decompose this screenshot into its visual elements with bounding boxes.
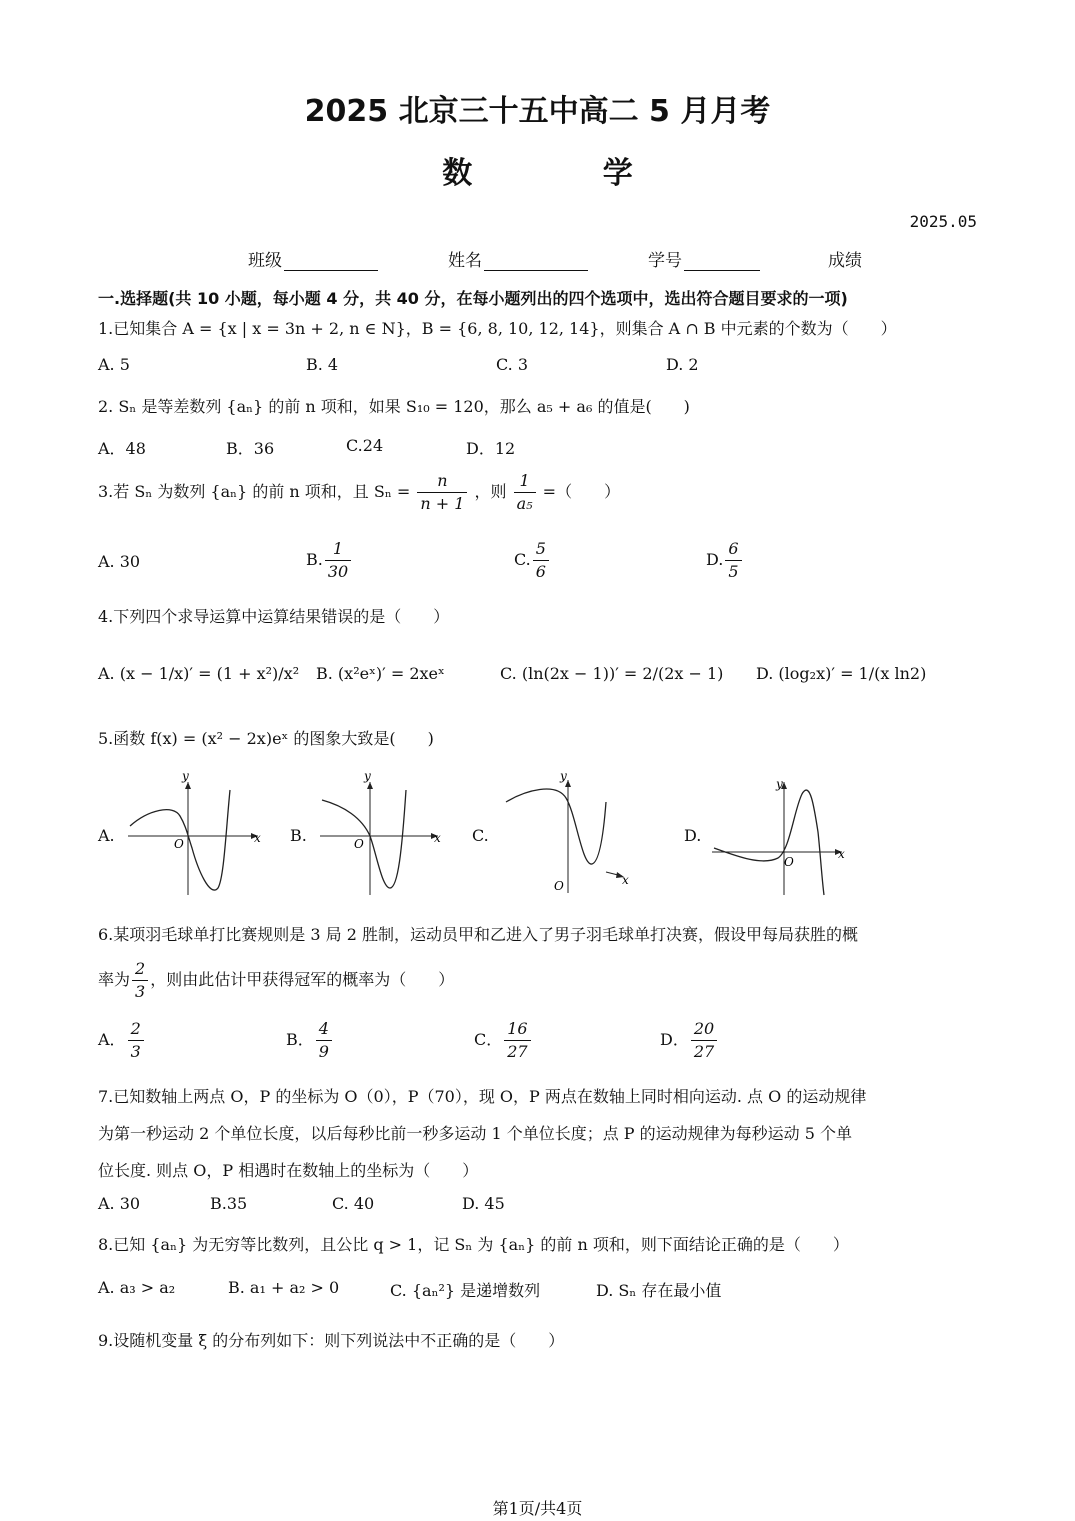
- q2-option-d: D．12: [466, 439, 516, 458]
- svg-text:x: x: [622, 873, 629, 887]
- q3-option-d: D. $\frac{6}{5}$: [706, 538, 744, 583]
- q4-option-a: A. (x − 1/x)′ = (1 + x²)/x²: [98, 664, 300, 683]
- q8-option-d: D. Sₙ 存在最小值: [596, 1281, 722, 1300]
- svg-text:O: O: [174, 837, 184, 851]
- question-7-line-2: 为第一秒运动 2 个单位长度，以后每秒比前一秒多运动 1 个单位长度；点 P 的运动规律为每秒运动 5 个单: [98, 1124, 852, 1143]
- q7-option-a: A. 30: [98, 1194, 141, 1213]
- q6-option-d: D． $\frac{20}{27}$: [660, 1018, 719, 1063]
- q7-option-b: B.35: [210, 1194, 248, 1213]
- question-7-line-3: 位长度. 则点 O，P 相遇时在数轴上的坐标为（ ）: [98, 1161, 479, 1180]
- question-6-line-1: 6.某项羽毛球单打比赛规则是 3 局 2 胜制，运动员甲和乙进入了男子羽毛球单打决赛，假设甲每局获胜的概: [98, 925, 858, 944]
- field-number: 学号: [648, 246, 760, 271]
- q3-option-a: A. 30: [98, 552, 141, 571]
- question-5: 5.函数 f(x) = (x² − 2x)eˣ 的图象大致是( ): [98, 729, 434, 748]
- q5-label-c: C.: [472, 826, 489, 845]
- q2-option-c: C.24: [346, 436, 384, 455]
- question-7-line-1: 7.已知数轴上两点 O，P 的坐标为 O（0），P（70），现 O，P 两点在数轴上同时相向运动. 点 O 的运动规律: [98, 1087, 867, 1106]
- svg-text:x: x: [838, 847, 845, 861]
- q8-option-b: B. a₁ + a₂ > 0: [228, 1278, 340, 1297]
- q4-option-b: B. (x²eˣ)′ = 2xeˣ: [316, 664, 445, 683]
- q5-graph-d: [706, 770, 856, 900]
- svg-text:O: O: [354, 837, 364, 851]
- q5-label-b: B.: [290, 826, 307, 845]
- question-8: 8.已知 {aₙ} 为无穷等比数列，且公比 q > 1，记 Sₙ 为 {aₙ} 的前 n 项和，则下面结论正确的是（ ）: [98, 1235, 849, 1254]
- q2-option-a: A．48: [98, 439, 146, 458]
- q7-option-d: D. 45: [462, 1194, 505, 1213]
- q1-option-c: C. 3: [496, 355, 529, 374]
- q4-option-d: D. (log₂x)′ = 1/(x ln2): [756, 664, 927, 683]
- q3-option-b: B. $\frac{1}{30}$: [306, 538, 353, 583]
- q8-option-c: C. {aₙ²} 是递增数列: [390, 1281, 541, 1300]
- svg-text:y: y: [364, 770, 371, 783]
- q5-graph-b: [314, 770, 444, 900]
- section-heading: 一.选择题(共 10 小题，每小题 4 分，共 40 分，在每小题列出的四个选项中，选出符合题目要求的一项): [98, 289, 848, 308]
- q1-option-a: A. 5: [98, 355, 130, 374]
- svg-text:y: y: [776, 777, 783, 791]
- q6-option-b: B． $\frac{4}{9}$: [286, 1018, 334, 1063]
- page-footer: 第1页/共4页: [492, 1499, 583, 1518]
- subject-title: 数 学: [442, 156, 693, 191]
- q1-option-b: B. 4: [306, 355, 339, 374]
- q5-graph-c: [496, 768, 636, 898]
- field-class: 班级: [248, 246, 378, 271]
- page-title: 2025 北京三十五中高二 5 月月考: [304, 94, 771, 129]
- svg-text:O: O: [784, 855, 794, 869]
- q2-option-b: B．36: [226, 439, 275, 458]
- svg-text:x: x: [434, 831, 441, 845]
- exam-date: 2025.05: [909, 212, 977, 231]
- q6-option-a: A． $\frac{2}{3}$: [98, 1018, 146, 1063]
- question-4: 4.下列四个求导运算中运算结果错误的是（ ）: [98, 607, 450, 626]
- svg-text:y: y: [182, 770, 189, 783]
- q5-label-d: D.: [684, 826, 702, 845]
- q1-option-d: D. 2: [666, 355, 699, 374]
- question-9: 9.设随机变量 ξ 的分布列如下：则下列说法中不正确的是（ ）: [98, 1331, 565, 1350]
- svg-text:O: O: [554, 879, 564, 893]
- question-6-line-2: 率为 $\frac{2}{3}$ ，则由此估计甲获得冠军的概率为（ ）: [98, 959, 455, 1001]
- svg-text:x: x: [254, 831, 261, 845]
- field-score: 成绩: [828, 251, 862, 271]
- q4-option-c: C. (ln(2x − 1))′ = 2/(2x − 1): [500, 664, 724, 683]
- q5-label-a: A.: [98, 826, 115, 845]
- q3-option-c: C. $\frac{5}{6}$: [514, 538, 551, 583]
- q8-option-a: A. a₃ > a₂: [98, 1278, 176, 1297]
- q5-graph-a: [118, 770, 268, 900]
- q7-option-c: C. 40: [332, 1194, 375, 1213]
- question-3: 3.若 Sₙ 为数列 {aₙ} 的前 n 项和，且 Sₙ = $\frac{n}{n + 1}$ ，则 $\frac{1}{\text{a₅}}$ =（ ）: [98, 471, 621, 513]
- svg-text:y: y: [560, 769, 567, 783]
- question-1: 1.已知集合 A = {x | x = 3n + 2, n ∈ N}，B = {6, 8, 10, 12, 14}，则集合 A ∩ B 中元素的个数为（ ）: [98, 319, 897, 338]
- field-name: 姓名: [448, 246, 588, 271]
- q6-option-c: C． $\frac{16}{27}$: [474, 1018, 533, 1063]
- question-2: 2. Sₙ 是等差数列 {aₙ} 的前 n 项和，如果 S₁₀ = 120，那么 a₅ + a₆ 的值是( ): [98, 397, 690, 416]
